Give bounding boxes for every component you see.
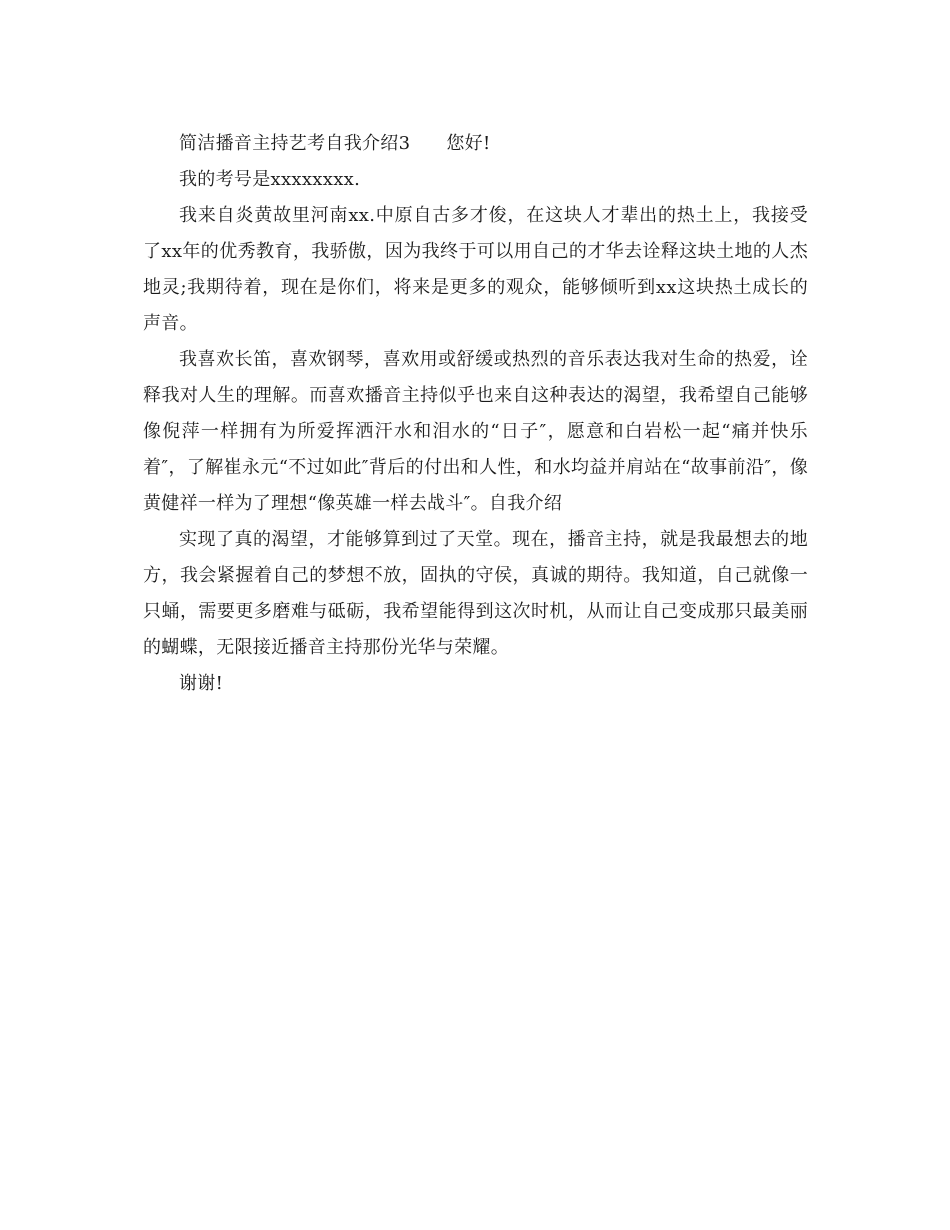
document-body: [143, 126, 808, 702]
document-title: 简洁播音主持艺考自我介绍3: [179, 133, 411, 154]
paragraph-aspiration: 实现了真的渴望，才能够算到过了天堂。现在，播音主持，就是我最想去的地方，我会紧握着自己的梦想不放，固执的守侯，真诚的期待。我知道，自己就像一只蛹，需要更多磨难与砥砺，我希望能得到这次时机，从而让自己变成那只最美丽的蝴蝶，无限接近播音主持那份光华与荣耀。: [143, 529, 808, 658]
paragraph-hobbies: 我喜欢长笛，喜欢钢琴，喜欢用或舒缓或热烈的音乐表达我对生命的热爱，诠释我对人生的理解。而喜欢播音主持似乎也来自这种表达的渴望，我希望自己能够像倪萍一样拥有为所爱挥洒汗水和泪水的“日子″，愿意和白岩松一起“痛并快乐着″，了解崔永元“不过如此″背后的付出和人性，和水均益并肩站在“故事前沿″，像黄健祥一样为了理想“像英雄一样去战斗″。自我介绍: [143, 349, 808, 514]
title-line: [143, 126, 808, 162]
exam-number-line: 我的考号是xxxxxxxx.: [179, 169, 361, 190]
paragraph-origin: 我来自炎黄故里河南xx.中原自古多才俊，在这块人才辈出的热土上，我接受了xx年的优秀教育，我骄傲，因为我终于可以用自己的才华去诠释这块土地的人杰地灵;我期待着，现在是你们，将来是更多的观众，能够倾听到xx这块热土成长的声音。: [143, 205, 808, 334]
greeting-text: 您好!: [446, 133, 491, 154]
closing-line: 谢谢!: [179, 673, 224, 694]
